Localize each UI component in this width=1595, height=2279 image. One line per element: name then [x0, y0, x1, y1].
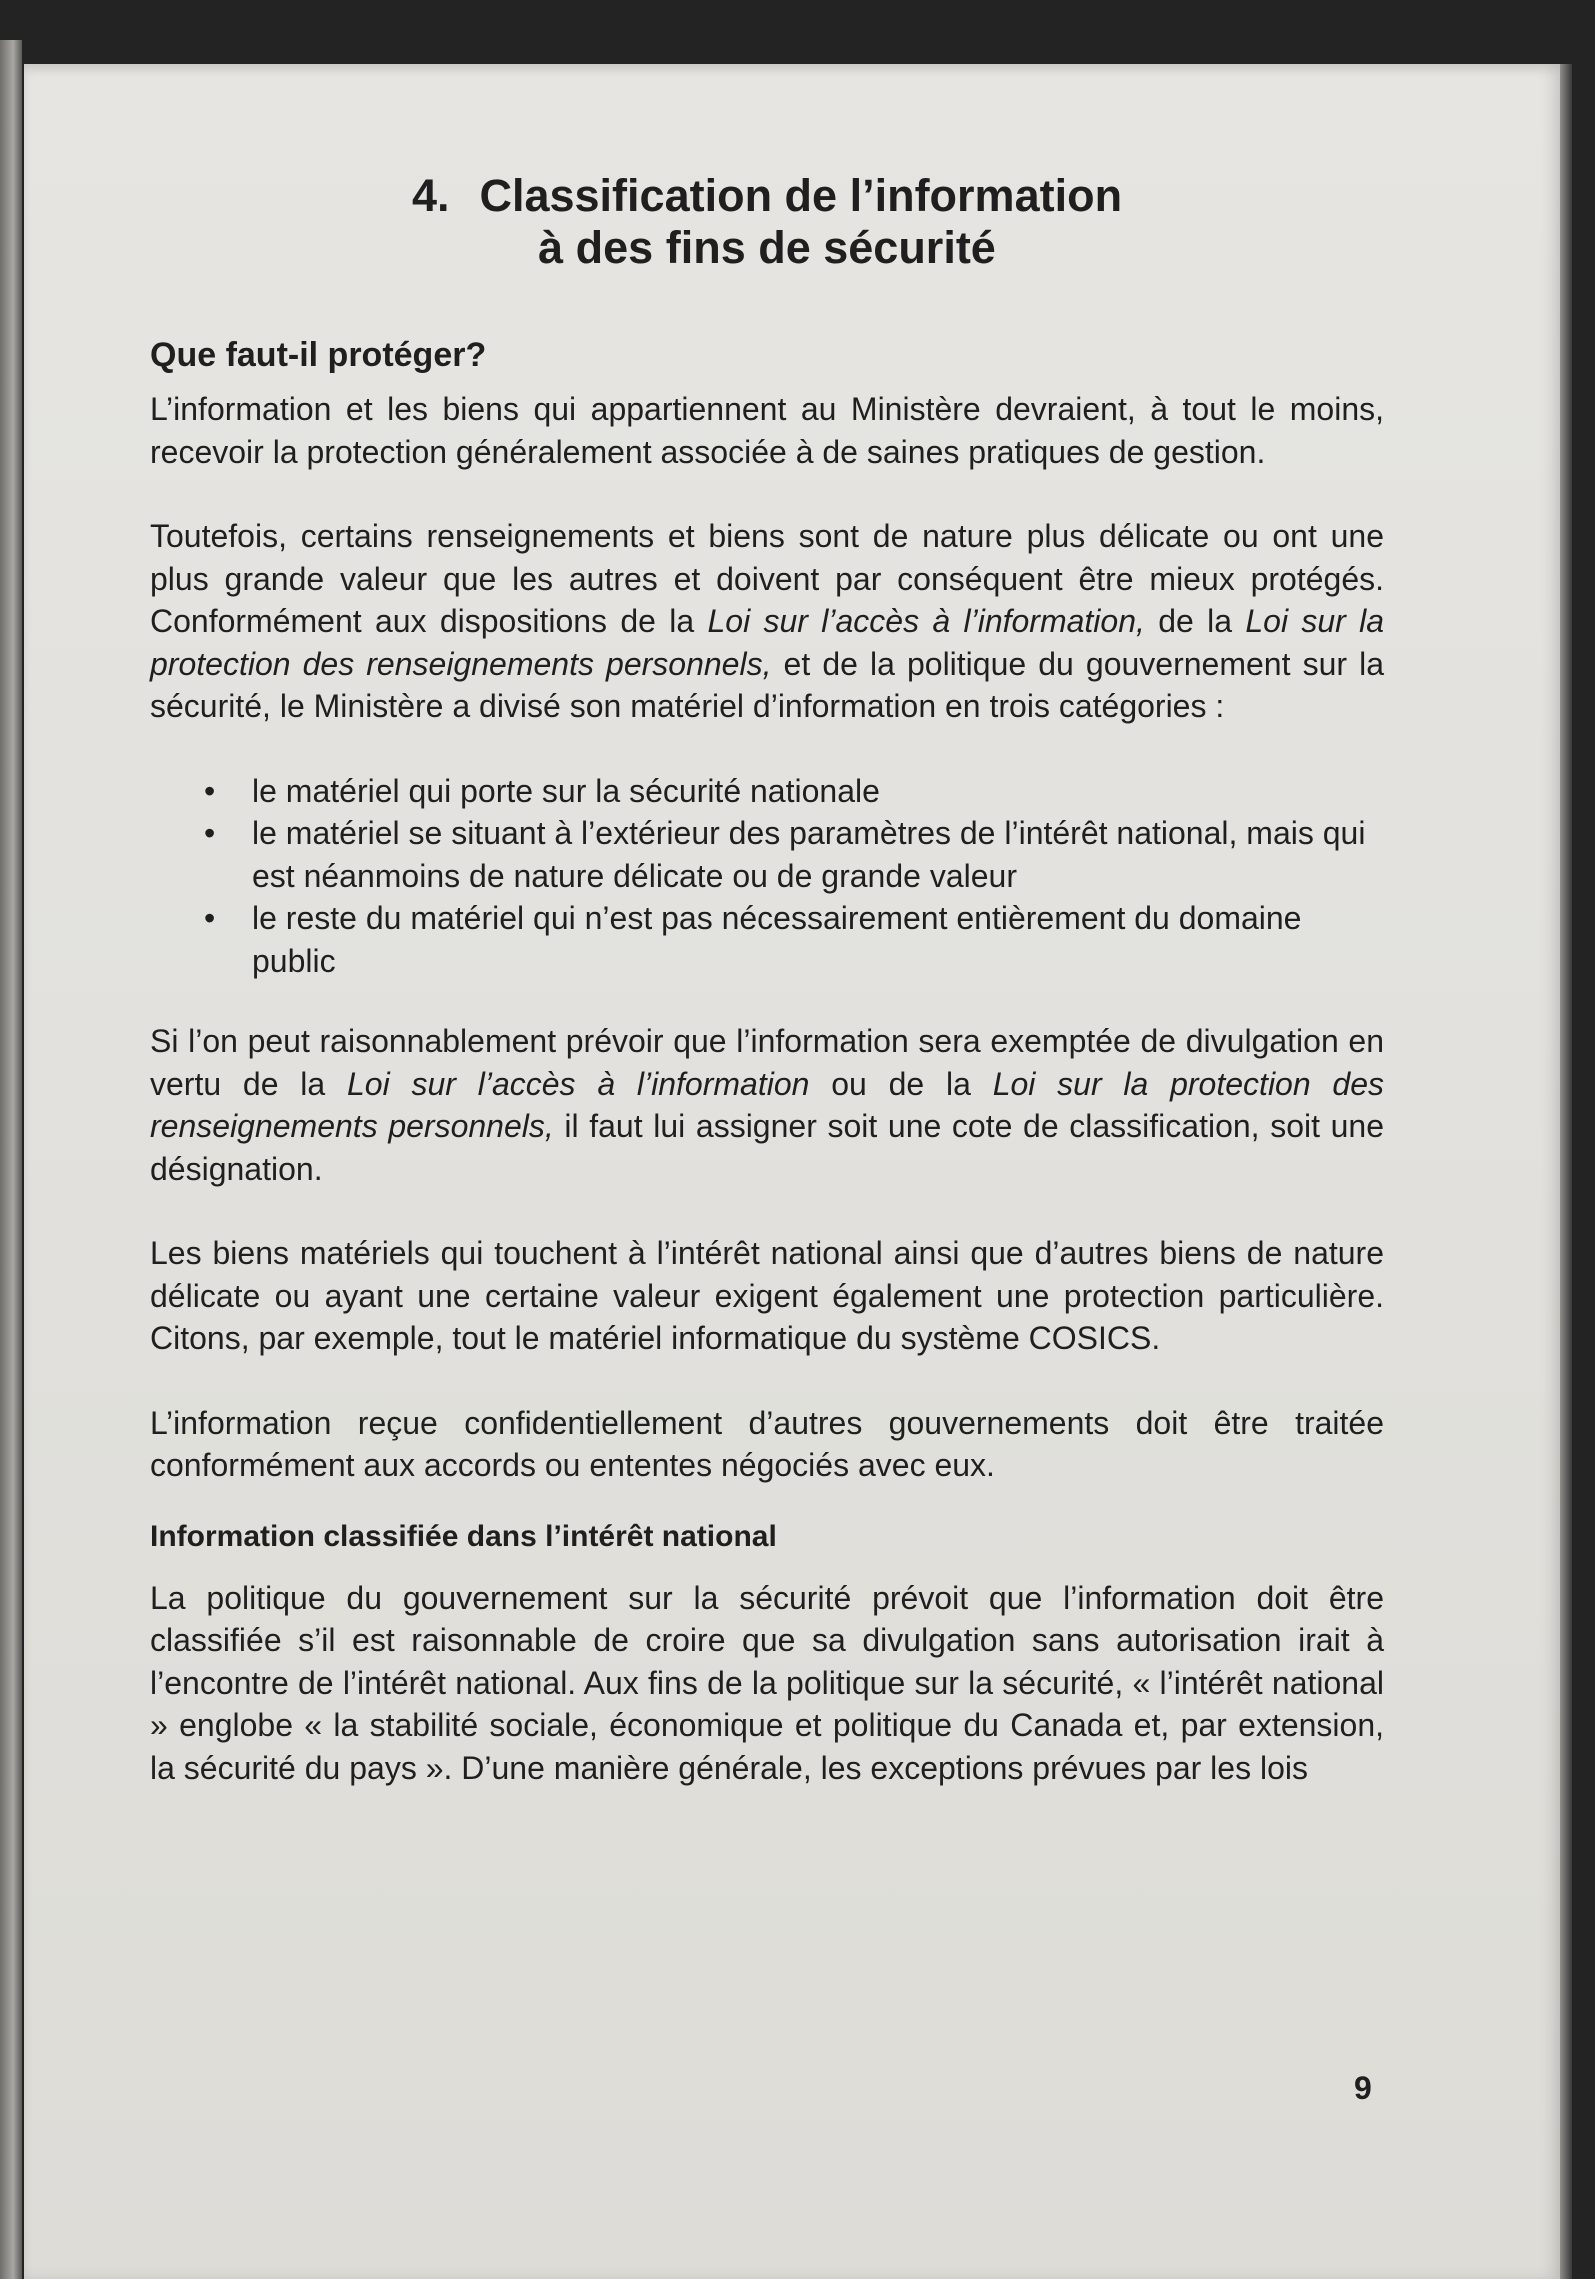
para3-text-1: Si l’on peut raisonnablement prévoir que l’information sera exemptée de divulgation en vertu de la	[150, 1023, 1384, 1102]
bullet-icon: •	[204, 772, 216, 809]
paragraph-5: L’information reçue confidentiellement d’autres gouvernements doit être traitée conformément aux accords ou ententes négociés avec eux.	[150, 1404, 1384, 1483]
para3-text-3: il faut lui assigner soit une cote de classification, soit une désignation.	[150, 1108, 1385, 1187]
page-edge-shadow	[1560, 64, 1572, 2279]
para2-text-1: Toutefois, certains renseignements et biens sont de nature plus délicate ou ont une plus grande valeur que les autres et doivent par conséquent être mieux protégés. Conformément aux dispositions de la	[150, 518, 1384, 639]
para2-text-2: de la	[1144, 603, 1246, 639]
section-heading-national-interest: Information classifiée dans l’intérêt national	[150, 1519, 777, 1553]
paragraph-2	[150, 515, 1384, 728]
list-item-text: le matériel se situant à l’extérieur des paramètres de l’intérêt national, mais qui est néanmoins de nature délicate ou de grande valeur	[252, 815, 1366, 894]
para2-text-3: et de la politique du gouvernement sur la sécurité, le Ministère a divisé son matériel d’information en trois catégories :	[150, 645, 1385, 724]
para3-law-1: Loi sur l’accès à l’information	[347, 1065, 810, 1102]
category-list	[150, 770, 1384, 983]
para3-text-2: ou de la	[809, 1065, 993, 1102]
book-spine-edge	[0, 40, 22, 2279]
list-item	[204, 897, 1384, 982]
list-item	[204, 812, 1384, 897]
page-number: 9	[1354, 2070, 1372, 2106]
para3-law-2: Loi sur la protection des renseignements personnels,	[150, 1065, 1385, 1144]
section-heading-what-to-protect: Que faut-il protéger?	[150, 336, 487, 374]
chapter-title-line1: Classification de l’information	[479, 170, 1123, 221]
page-content	[150, 170, 1384, 1789]
list-item	[204, 770, 1384, 813]
bullet-icon: •	[204, 815, 216, 851]
para2-law-2: Loi sur la protection des renseignements personnels,	[150, 603, 1385, 682]
chapter-title-line2: à des fins de sécurité	[538, 222, 996, 273]
list-item-text: le matériel qui porte sur la sécurité nationale	[252, 772, 880, 809]
chapter-number: 4.	[411, 170, 450, 221]
paragraph-3	[150, 1020, 1384, 1190]
bullet-icon: •	[204, 900, 216, 936]
chapter-title	[150, 170, 1384, 274]
paragraph-4: Les biens matériels qui touchent à l’intérêt national ainsi que d’autres biens de nature délicate ou ayant une certaine valeur exigent également une protection particulière. Citons, par exemple, tout le matériel informatique du système COSICS.	[150, 1235, 1384, 1356]
paragraph-1: L’information et les biens qui appartiennent au Ministère devraient, à tout le moins, recevoir la protection généralement associée à de saines pratiques de gestion.	[150, 391, 1384, 470]
paragraph-6: La politique du gouvernement sur la sécurité prévoit que l’information doit être classifiée s’il est raisonnable de croire que sa divulgation sans autorisation irait à l’encontre de l’intérêt national. Aux fins de la politique sur la sécurité, « l’intérêt national » englobe « la stabilité sociale, économique et politique du Canada et, par extension, la sécurité du pays ». D’une manière générale, les exceptions prévues par les lois	[150, 1579, 1384, 1786]
para2-law-1: Loi sur l’accès à l’information,	[707, 603, 1145, 639]
list-item-text: le reste du matériel qui n’est pas nécessairement entièrement du domaine public	[252, 900, 1302, 979]
